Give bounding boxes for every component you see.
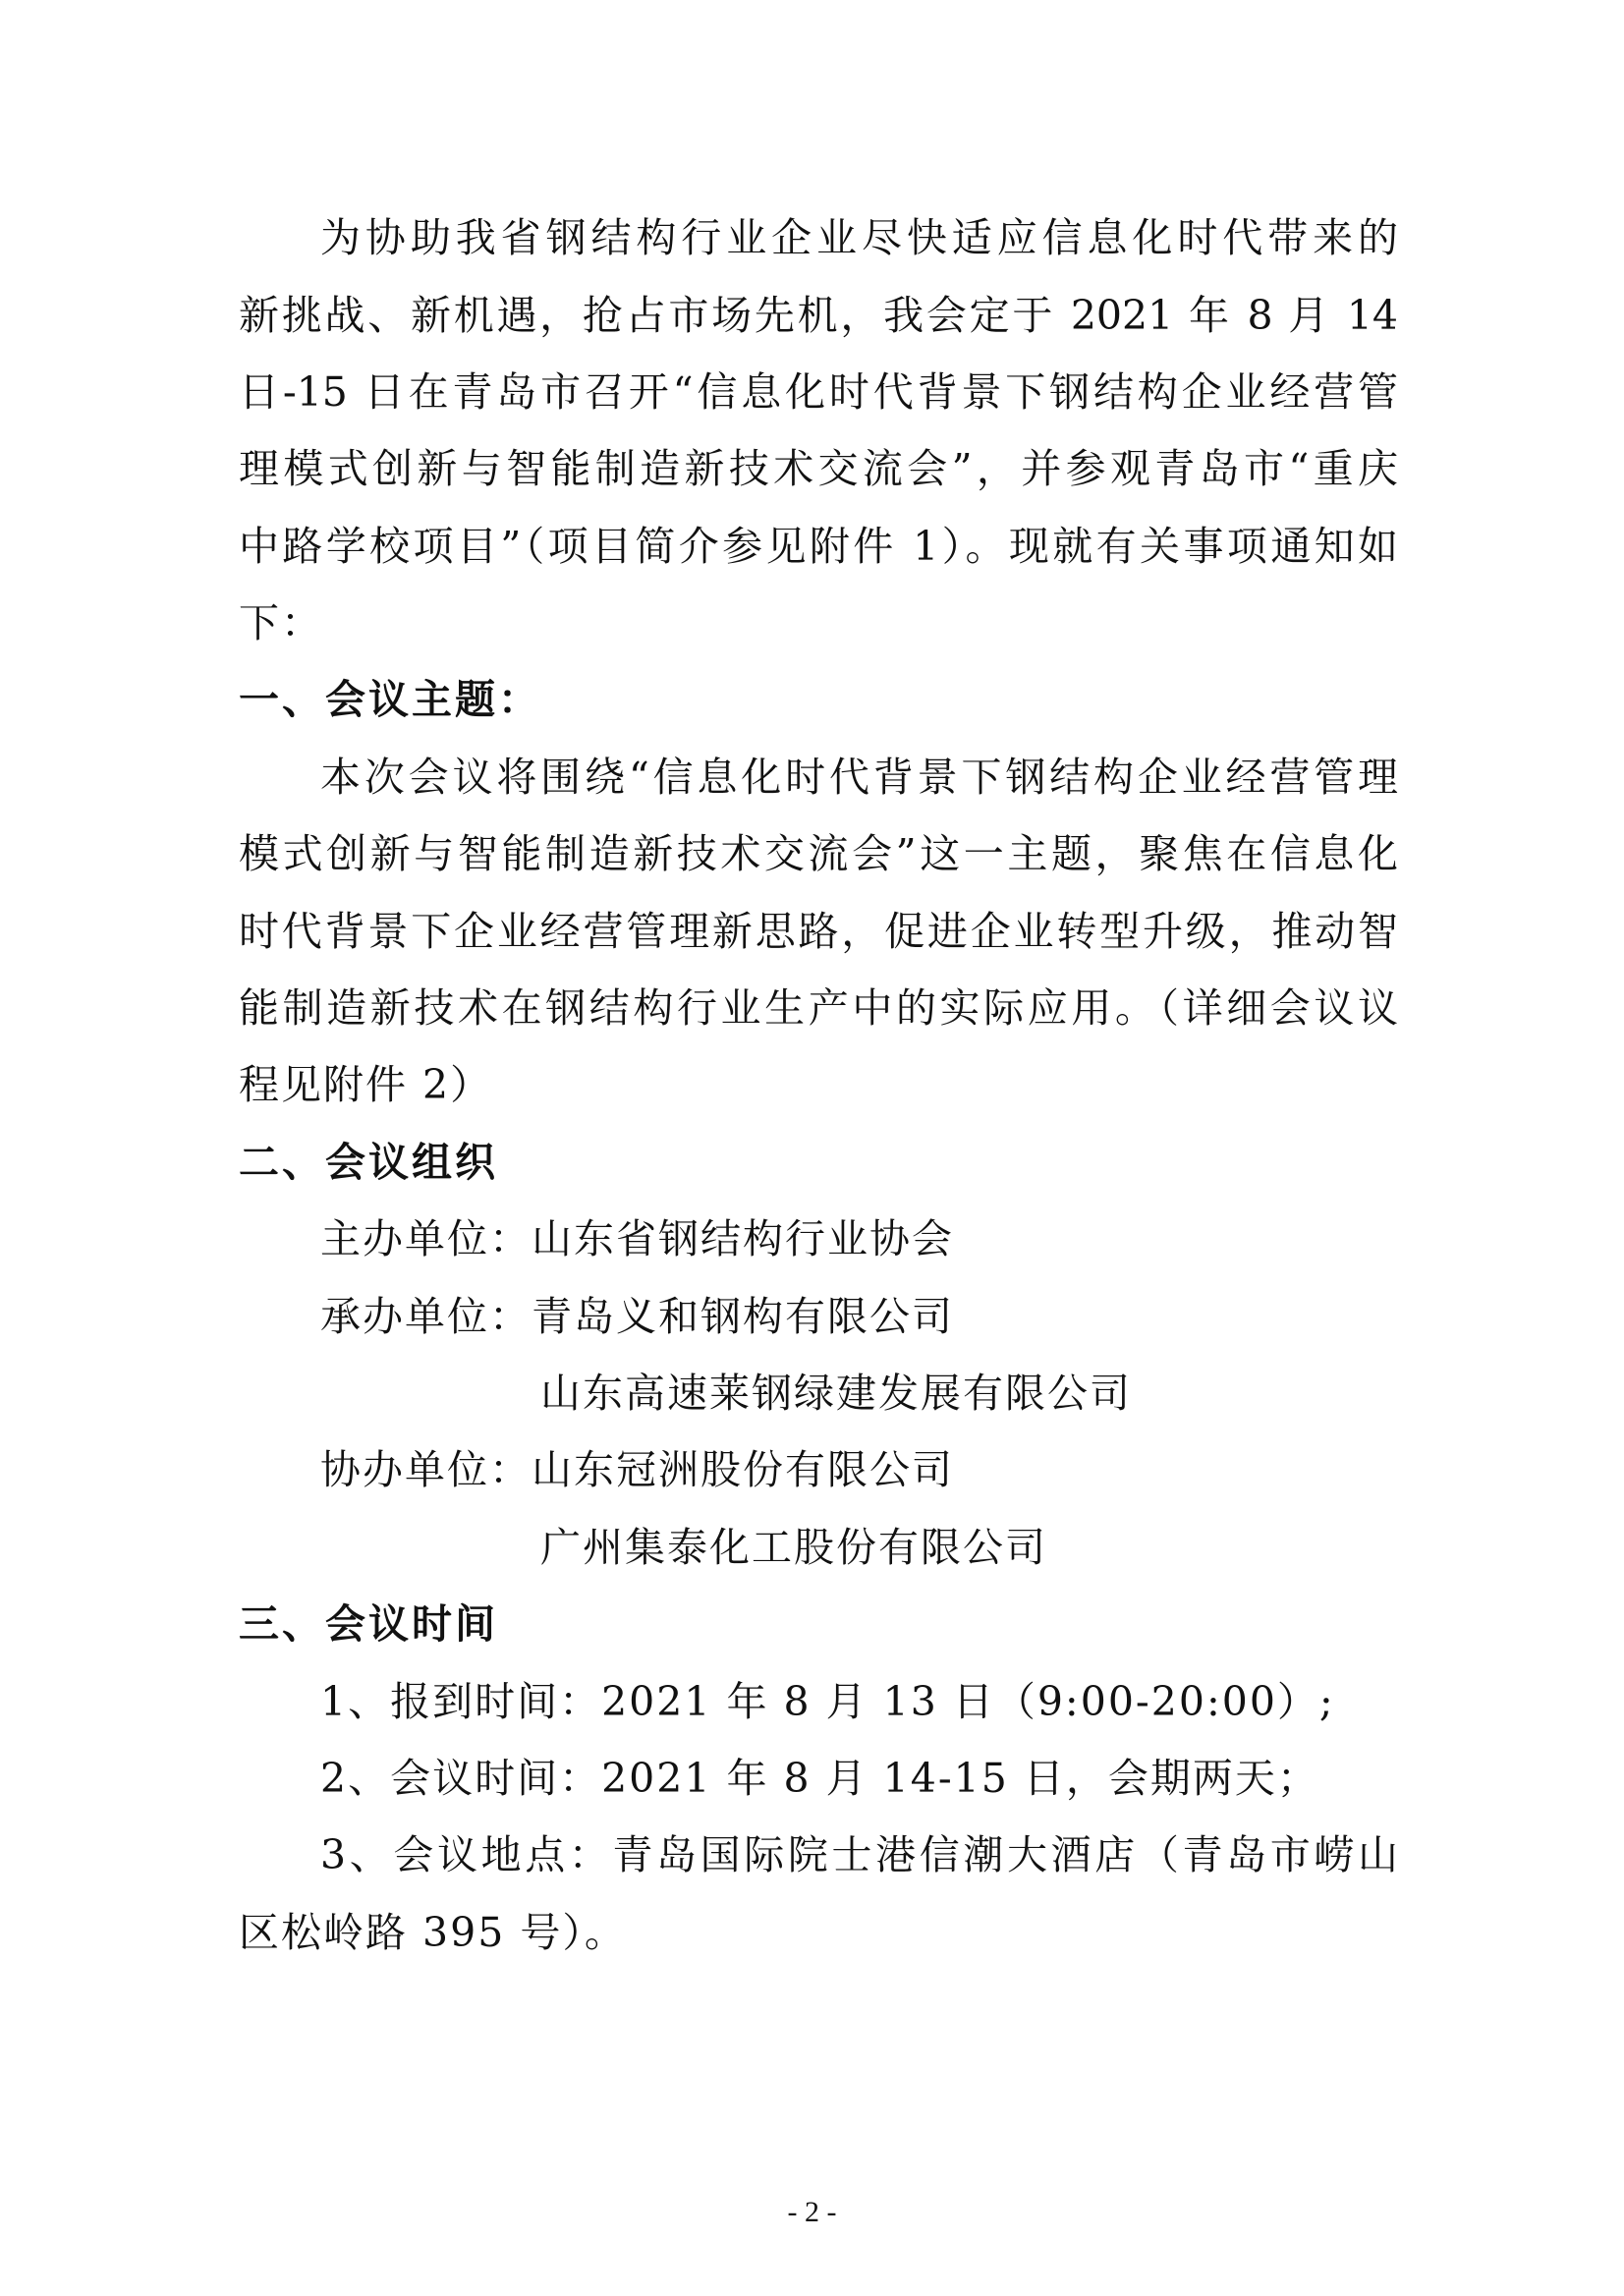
section-heading-topic: 一、会议主题： [239,676,541,723]
time-item-registration: 1、报到时间：2021 年 8 月 13 日（9:00-20:00）; [320,1678,1335,1725]
organizer-line-2: 山东高速莱钢绿建发展有限公司 [540,1370,1132,1417]
intro-line-3: 日-15 日在青岛市召开“信息化时代背景下钢结构企业经营管 [239,368,1398,416]
time-item-venue-line-1: 3、会议地点：青岛国际院士港信潮大酒店（青岛市崂山 [320,1831,1398,1878]
section-heading-organization: 二、会议组织 [239,1139,498,1186]
topic-line-2: 模式创新与智能制造新技术交流会”这一主题，聚焦在信息化 [239,830,1398,877]
co-organizer-line-2: 广州集泰化工股份有限公司 [540,1524,1047,1571]
time-item-venue-line-2: 区松岭路 395 号）。 [239,1909,627,1956]
topic-line-3: 时代背景下企业经营管理新思路，促进企业转型升级，推动智 [239,908,1398,955]
intro-line-4: 理模式创新与智能制造新技术交流会”，并参观青岛市“重庆 [239,445,1398,492]
topic-line-4: 能制造新技术在钢结构行业生产中的实际应用。（详细会议议 [239,984,1398,1032]
topic-line-5: 程见附件 2） [239,1061,493,1108]
intro-line-1: 为协助我省钢结构行业企业尽快适应信息化时代带来的 [320,214,1398,261]
intro-line-6: 下： [239,599,323,646]
topic-line-1: 本次会议将围绕“信息化时代背景下钢结构企业经营管理 [320,754,1398,801]
section-heading-time: 三、会议时间 [239,1600,498,1648]
host-line: 主办单位：山东省钢结构行业协会 [320,1215,954,1262]
intro-line-5: 中路学校项目”（项目简介参见附件 1）。现就有关事项通知如 [239,523,1398,570]
intro-line-2: 新挑战、新机遇，抢占市场先机，我会定于 2021 年 8 月 14 [239,292,1398,339]
co-organizer-line: 协办单位：山东冠洲股份有限公司 [320,1446,954,1493]
organizer-line: 承办单位：青岛义和钢构有限公司 [320,1293,954,1340]
time-item-meeting: 2、会议时间：2021 年 8 月 14-15 日，会期两天； [320,1755,1319,1802]
page-number: - 2 - [787,2196,837,2228]
